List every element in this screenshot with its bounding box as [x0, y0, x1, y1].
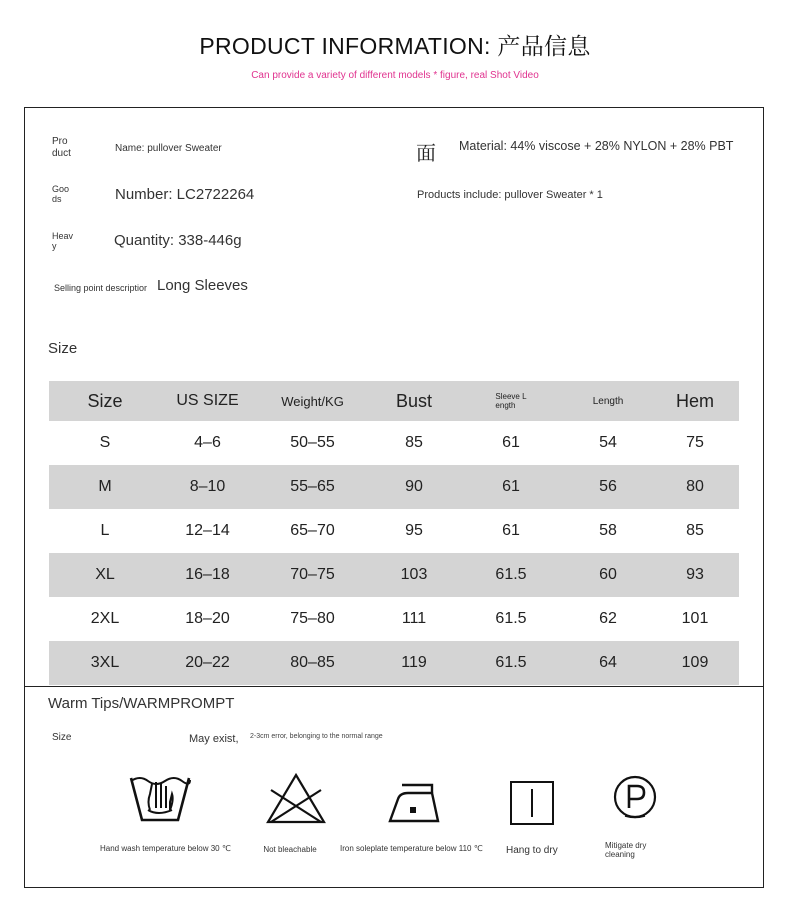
table-cell: XL: [95, 566, 115, 583]
table-cell: 90: [405, 478, 423, 495]
table-row: [49, 465, 739, 509]
table-cell: 95: [405, 522, 423, 539]
table-cell: 64: [599, 654, 617, 671]
table-cell: 80: [686, 478, 704, 495]
table-cell: M: [98, 478, 112, 495]
heavy-label: Heav y: [52, 231, 74, 251]
table-cell: 62: [599, 610, 617, 627]
table-cell: 61.5: [495, 610, 527, 627]
table-cell: S: [99, 434, 111, 451]
table-cell: 4–6: [194, 434, 221, 451]
table-cell: 3XL: [90, 654, 120, 671]
iron-caption: Iron soleplate temperature below 110 ℃: [340, 844, 483, 853]
table-cell: 101: [681, 610, 709, 627]
table-cell: 18–20: [185, 610, 230, 627]
table-cell: 61: [502, 478, 520, 495]
goods-label: Goo ds: [52, 184, 70, 204]
table-cell: 93: [686, 566, 704, 583]
table-cell: 65–70: [290, 522, 335, 539]
header-bust: Bust: [395, 390, 433, 411]
table-cell: 111: [401, 610, 427, 627]
dry-clean-icon: [612, 774, 658, 820]
table-cell: 109: [681, 654, 709, 671]
table-cell: L: [100, 522, 110, 539]
table-cell: 8–10: [189, 478, 226, 495]
table-row: [49, 421, 739, 465]
table-cell: 61: [502, 434, 520, 451]
iron-icon: [388, 781, 442, 825]
hang-dry-icon: [509, 780, 555, 826]
table-cell: 2XL: [90, 610, 120, 627]
table-cell: 75: [686, 434, 704, 451]
table-cell: 61: [502, 522, 520, 539]
table-cell: 50–55: [290, 434, 335, 451]
table-cell: 58: [599, 522, 617, 539]
tips-size-label: Size: [52, 732, 72, 743]
table-cell: 54: [599, 434, 617, 451]
table-cell: 61.5: [495, 566, 527, 583]
table-cell: 60: [599, 566, 617, 583]
table-cell: 61.5: [495, 654, 527, 671]
table-cell: 56: [599, 478, 617, 495]
table-row: [49, 641, 739, 685]
material-char: 面: [416, 141, 436, 165]
size-table-header: [49, 381, 739, 421]
header-sleeve-length: Sleeve L ength: [495, 392, 527, 410]
header-size: Size: [87, 390, 123, 411]
section-divider: [24, 686, 764, 687]
product-label: Pro duct: [52, 136, 71, 159]
table-cell: 55–65: [290, 478, 335, 495]
header-us-size: US SIZE: [176, 392, 239, 409]
header-length: Length: [592, 395, 624, 407]
table-cell: 75–80: [290, 610, 335, 627]
table-row: [49, 553, 739, 597]
table-cell: 70–75: [290, 566, 335, 583]
quantity-value: Quantity: 338-446g: [114, 232, 242, 249]
material-value: Material: 44% viscose + 28% NYLON + 28% PBT: [459, 139, 734, 153]
page-title: PRODUCT INFORMATION: 产品信息: [199, 33, 591, 59]
no-bleach-icon: [265, 772, 327, 826]
table-cell: 85: [686, 522, 704, 539]
no-bleach-caption: Not bleachable: [263, 845, 317, 854]
table-row: [49, 597, 739, 641]
table-cell: 80–85: [290, 654, 335, 671]
header-hem: Hem: [675, 390, 714, 411]
warm-tips-heading: Warm Tips/WARMPROMPT: [48, 695, 235, 712]
table-cell: 119: [401, 654, 427, 671]
product-name-value: Name: pullover Sweater: [115, 143, 222, 154]
hand-wash-caption: Hand wash temperature below 30 ℃: [100, 844, 231, 853]
header-weight: Weight/KG: [281, 393, 344, 409]
page-subtitle: Can provide a variety of different models * figure, real Shot Video: [251, 70, 539, 81]
tips-may-exist: May exist,: [189, 733, 239, 745]
table-row: [49, 509, 739, 553]
selling-point-label: Selling point descriptior: [54, 283, 148, 293]
goods-number-value: Number: LC2722264: [115, 186, 255, 203]
size-heading: Size: [48, 340, 78, 357]
size-table: [49, 381, 739, 685]
table-cell: 85: [405, 434, 423, 451]
table-cell: 16–18: [185, 566, 230, 583]
dry-clean-caption: Mitigate dry cleaning: [605, 841, 647, 859]
table-cell: 12–14: [185, 522, 230, 539]
table-cell: 20–22: [185, 654, 230, 671]
includes-value: Products include: pullover Sweater * 1: [417, 189, 603, 201]
hang-dry-caption: Hang to dry: [506, 845, 558, 856]
table-cell: 103: [400, 566, 428, 583]
hand-wash-icon: [128, 772, 192, 826]
tips-note: 2-3cm error, belonging to the normal range: [250, 733, 383, 740]
selling-point-value: Long Sleeves: [157, 277, 248, 294]
